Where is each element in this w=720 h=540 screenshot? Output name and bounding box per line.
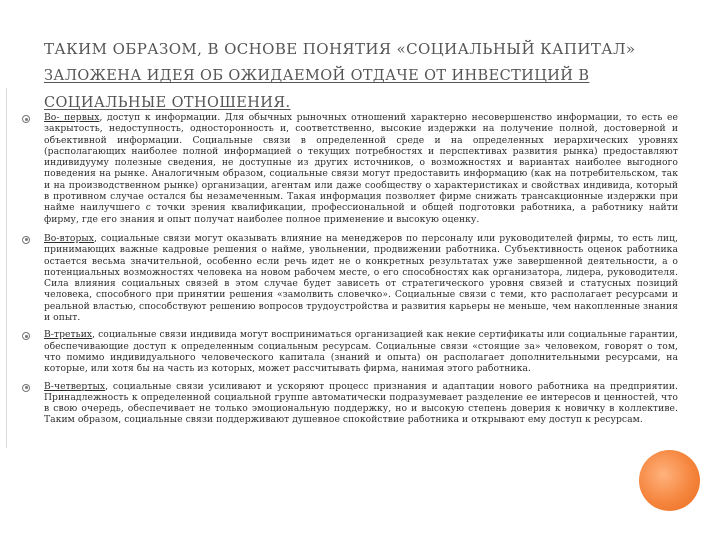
bullet-lead-1: Во- первых <box>44 112 100 123</box>
title-line-1: ТАКИМ ОБРАЗОМ, В ОСНОВЕ ПОНЯТИЯ «СОЦИАЛЬНЫЙ КАПИТАЛ» <box>44 40 636 58</box>
bullet-lead-4: В-четвертых <box>44 380 106 392</box>
ring-bullet-icon <box>22 332 30 340</box>
bullet-item-2 <box>18 233 678 323</box>
bullet-list <box>18 112 678 426</box>
bullet-item-3 <box>18 329 678 374</box>
bullet-body-4: , социальные связи усиливают и ускоряют процесс признания и адаптации нового работника на предприятии. Принадлежность к определенной социальной группе автоматически подразумевает разделение ее интересов и ценностей, что в свою очередь, обеспечивает не только эмоциональную поддержку, но и высокую степень доверия к новичку в коллективе. Таким образом, социальные связи поддерживают душевное спокойствие работника и открывают ему доступ к ресурсам. <box>44 380 678 426</box>
bullet-text-4 <box>44 381 678 426</box>
bullet-text-2 <box>44 233 678 323</box>
bullet-body-3: , социальные связи индивида могут восприниматься организацией как некие сертификаты или социальные гарантии, обеспечивающие доступ к определенным социальным ресурсам. Социальные связи «стоящие за» человеком, говорят о том, что помимо индивидуального человеческого капитала (знаний и опыта) он располагает дополнительными ресурсами, на которые, или хотя бы на часть из которых, может рассчитывать фирма, нанимая этого работника. <box>44 329 678 375</box>
ring-bullet-icon <box>22 115 30 123</box>
ring-bullet-icon <box>22 236 30 244</box>
orange-circle-decoration <box>639 450 700 511</box>
bullet-item-4 <box>18 381 678 426</box>
bullet-text-3 <box>44 329 678 374</box>
ring-bullet-icon <box>22 384 30 392</box>
bullet-item-1 <box>18 112 678 225</box>
bullet-body-1: , доступ к информации. Для обычных рыночных отношений характерно несовершенство информации, то есть ее закрытость, недоступность, односторонность и, соответственно, высокие издержки на получение полной, достоверной и объективной информации. Социальные связи в определенной среде и на определенных иерархических уровнях (располагающих наиболее полной информацией о текущих потребностях и перспективах развития рынка) предоставляют индивидууму полезные сведения, не доступные из других источников, о возможностях и вариантах наиболее выгодного поведения на рынке. Аналогичным образом, социальные связи могут предоставить информацию (как на потребительском, так и на производственном рынке) организации, агентам или даже сообществу о характеристиках и свойствах индивида, который в противном случае остался бы незамеченным. Такая информация позволяет фирме снижать трансакционные издержки при найме наилучшего с точки зрения квалификации, профессиональной и общей подготовки работника, а работнику найти фирму, где его знания и опыт получат наиболее полное применение и высокую оценку. <box>44 112 678 225</box>
bullet-lead-2: Во-вторых <box>44 232 94 244</box>
bullet-lead-3: В-третьих <box>44 329 93 341</box>
slide-title <box>44 36 644 117</box>
left-divider <box>6 88 7 448</box>
title-line-3: СОЦИАЛЬНЫЕ ОТНОШЕНИЯ. <box>44 95 291 111</box>
bullet-body-2: , социальные связи могут оказывать влияние на менеджеров по персоналу или руководителей фирмы, то есть лиц, принимающих важные кадровые решения о найме, увольнении, продвижении работника. Субъективность оценок работника остается весьма значительной, особенно если речь идет не о конкретных результатах уже завершенной деятельности, а о потенциальных возможностях человека на новом рабочем месте, о его способностях как организатора, лидера, руководителя. Сила влияния социальных связей в этом случае будет зависеть от стратегического уровня связей и статусных позиций человека, способного при принятии решения «замолвить словечко». Социальные связи с теми, кто располагает ресурсами и реальной властью, способствуют решению вопросов трудоустройства и развития карьеры не меньше, чем накопленные знания и опыт. <box>44 232 678 324</box>
title-line-2: ЗАЛОЖЕНА ИДЕЯ ОБ ОЖИДАЕМОЙ ОТДАЧЕ ОТ ИНВЕСТИЦИЙ В <box>44 68 590 84</box>
bullet-text-1 <box>44 112 678 225</box>
